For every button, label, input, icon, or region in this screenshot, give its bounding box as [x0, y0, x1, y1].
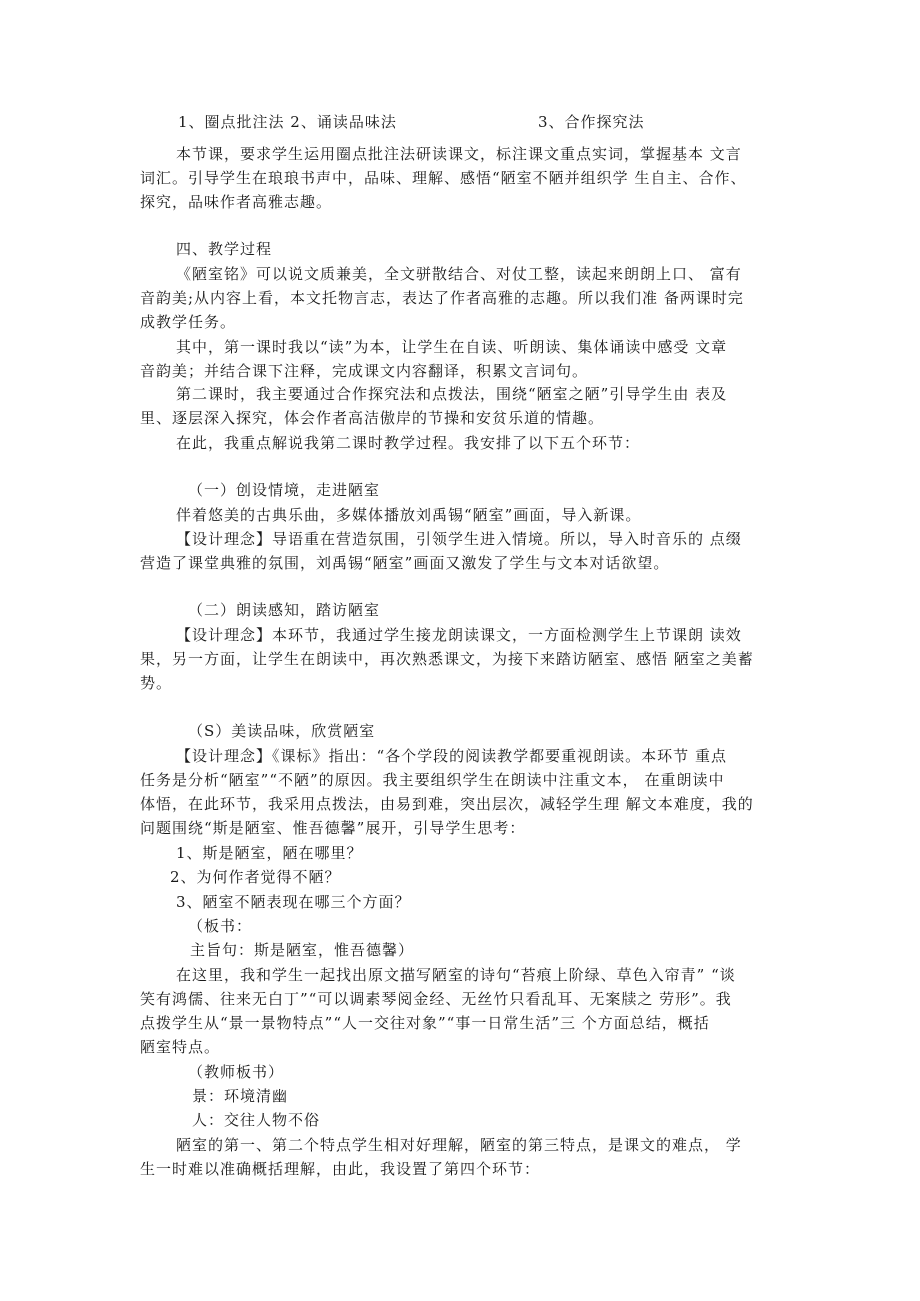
paragraph-line: 成教学任务。 [140, 313, 237, 331]
paragraph-line: 《陋室铭》可以说文质兼美，全文骈散结合、对仗工整，读起来朗朗上口、 富有 [176, 265, 742, 283]
teacher-board: （教师板书） [188, 1063, 285, 1081]
step-title: （二）朗读感知，踏访陋室 [188, 601, 381, 619]
design-line: 果，另一方面，让学生在朗读中，再次熟悉课文，为接下来踏访陋室、感悟 陋室之美蓄 [140, 650, 754, 668]
analysis-line: 笑有鸿儒、往来无白丁”“可以调素琴阅金经、无丝竹只看乱耳、无案牍之 劳形”。我 [140, 990, 732, 1008]
paragraph-line: 里、逐层深入探究，体会作者高洁傲岸的节操和安贫乐道的情趣。 [140, 409, 605, 427]
design-line: 势。 [140, 674, 173, 692]
intro-line: 探究，品味作者高雅志趣。 [140, 193, 333, 211]
question-item: 2、为何作者觉得不陋？ [170, 868, 341, 886]
board-item: 人：交往人物不俗 [192, 1111, 321, 1129]
board-main: 主旨句：斯是陋室，惟吾德馨） [190, 941, 415, 959]
board-item: 景：环境清幽 [192, 1087, 289, 1105]
analysis-line: 在这里，我和学生一起找出原文描写陋室的诗句“苔痕上阶绿、草色入帘青” “谈 [176, 966, 736, 984]
step-title: （一）创设情境，走进陋室 [188, 481, 381, 499]
paragraph-line: 音韵美；并结合课下注释，完成课文内容翻译，积累文言词句。 [140, 362, 589, 380]
design-line: 【设计理念】本环节，我通过学生接龙朗读课文，一方面检测学生上节课朗 读效 [176, 626, 742, 644]
paragraph-line: 其中，第一课时我以“读”为本，让学生在自读、听朗读、集体诵读中感受 文章 [176, 338, 728, 356]
closing-line: 生一时难以准确概括理解，由此，我设置了第四个环节： [140, 1160, 541, 1178]
design-line: 问题围绕“斯是陋室、惟吾德馨”展开，引导学生思考： [140, 819, 526, 837]
methods-line-3: 3、合作探究法 [538, 113, 645, 131]
paragraph-line: 第二课时，我主要通过合作探究法和点拨法，围绕“陋室之陋”引导学生由 表及 [176, 385, 728, 403]
question-item: 1、斯是陋室，陋在哪里？ [176, 844, 363, 862]
intro-line: 本节课，要求学生运用圈点批注法研读课文，标注课文重点实词，掌握基本 文言 [176, 145, 742, 163]
design-line: 营造了课堂典雅的氛围，刘禹锡“陋室”画面又激发了学生与文本对话欲望。 [140, 554, 670, 572]
design-line: 体悟，在此环节，我采用点拨法，由易到难，突出层次，减轻学生理 解文本难度，我的 [140, 795, 754, 813]
design-line: 【设计理念】《课标》指出：“各个学段的阅读教学都要重视朗读。本环节 重点 [176, 747, 727, 765]
design-line: 任务是分析“陋室”“不陋”的原因。我主要组织学生在朗读中注重文本， 在重朗读中 [140, 771, 725, 789]
design-line: 【设计理念】导语重在营造氛围，引领学生进入情境。所以，导入时音乐的 点缀 [176, 530, 742, 548]
closing-line: 陋室的第一、第二个特点学生相对好理解，陋室的第三特点，是课文的难点， 学 [176, 1136, 742, 1154]
board-label: （板书： [188, 917, 253, 935]
analysis-line: 陋室特点。 [140, 1038, 221, 1056]
question-item: 3、陋室不陋表现在哪三个方面？ [176, 893, 411, 911]
step-title: （S）美读品味，欣赏陋室 [188, 722, 376, 740]
methods-line-1: 1、圈点批注法 2、诵读品味法 [178, 113, 397, 131]
paragraph-line: 在此，我重点解说我第二课时教学过程。我安排了以下五个环节： [176, 434, 641, 452]
section-title: 四、教学过程 [176, 240, 273, 258]
paragraph-line: 伴着悠美的古典乐曲，多媒体播放刘禹锡“陋室”画面，导入新课。 [176, 506, 642, 524]
analysis-line: 点拨学生从“景一景物特点”“人一交往对象”“事一日常生活”三 个方面总结，概括 [140, 1014, 710, 1032]
intro-line: 词汇。引导学生在琅琅书声中，品味、理解、感悟“陋室不陋并组织学 生自主、合作、 [140, 169, 747, 187]
paragraph-line: 音韵美;从内容上看，本文托物言志，表达了作者高雅的志趣。所以我们准 备两课时完 [140, 289, 744, 307]
